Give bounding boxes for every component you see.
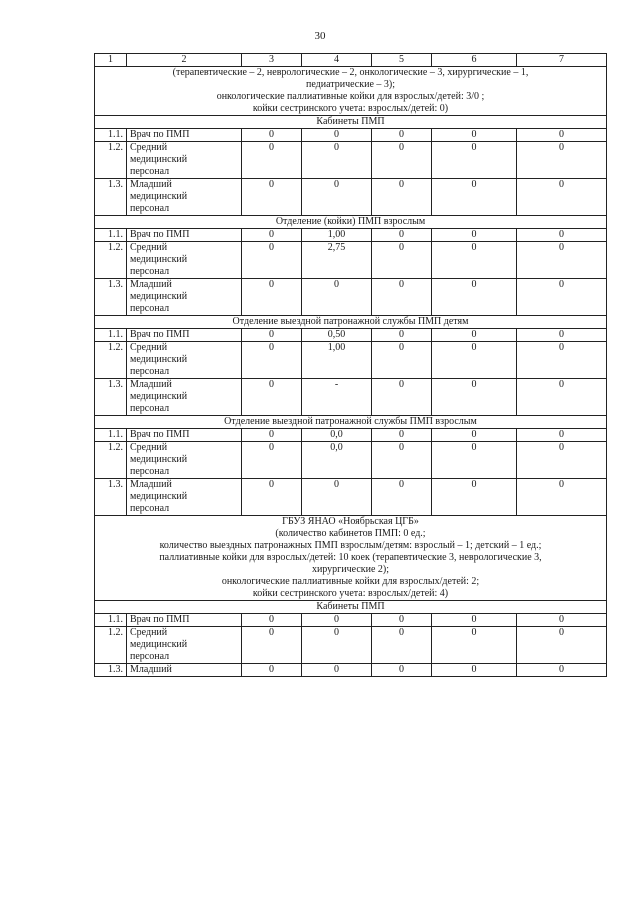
value-cell: 0	[242, 279, 302, 316]
row-number: 1.1.	[95, 614, 127, 627]
value-cell: 0	[242, 664, 302, 677]
value-cell: 0	[432, 179, 517, 216]
value-cell: 0,0	[302, 429, 372, 442]
staff-category-line: медицинский	[130, 491, 188, 502]
value-cell: 0	[432, 627, 517, 664]
intro-note-line: педиатрические – 3);	[305, 79, 396, 90]
section-title-row	[95, 316, 607, 329]
value-cell: 0	[302, 129, 372, 142]
value-cell: 0	[242, 242, 302, 279]
value-cell: 0	[242, 627, 302, 664]
value-cell: 0	[432, 142, 517, 179]
value-cell: 0	[372, 429, 432, 442]
staff-category-line: Врач по ПМП	[130, 429, 190, 440]
staff-category-line: Средний	[130, 242, 168, 253]
organization-block-cell	[95, 516, 607, 601]
value-cell: 0	[242, 442, 302, 479]
value-cell: 0	[517, 129, 607, 142]
table-row	[95, 329, 607, 342]
value-cell: 0	[302, 179, 372, 216]
table-row	[95, 242, 607, 279]
row-number: 1.2.	[95, 142, 127, 179]
value-cell: 0	[517, 614, 607, 627]
organization-block-line: количество выездных патронажных ПМП взрослым/детям: взрослый – 1; детский – 1 ед.;	[159, 540, 542, 551]
organization-block-line: паллиативные койки для взрослых/детей: 10 коек (терапевтические 3, неврологические 3,	[159, 552, 542, 563]
row-number: 1.1.	[95, 429, 127, 442]
value-cell: 0	[517, 229, 607, 242]
value-cell: 0	[242, 129, 302, 142]
table-row	[95, 179, 607, 216]
section-title: Кабинеты ПМП	[95, 116, 607, 129]
row-number: 1.3.	[95, 479, 127, 516]
value-cell: 0	[242, 142, 302, 179]
section-title: Отделение (койки) ПМП взрослым	[95, 216, 607, 229]
row-number: 1.3.	[95, 664, 127, 677]
value-cell: 0	[372, 664, 432, 677]
row-number: 1.2.	[95, 242, 127, 279]
organization-block-line: (количество кабинетов ПМП: 0 ед.;	[275, 528, 426, 539]
value-cell: 0	[517, 142, 607, 179]
table-row	[95, 664, 607, 677]
staff-category	[127, 614, 242, 627]
value-cell: 0	[432, 614, 517, 627]
value-cell: 0	[432, 664, 517, 677]
intro-note-line: (терапевтические – 2, неврологические – 2, онкологические – 3, хирургические – 1,	[172, 67, 529, 78]
row-number: 1.2.	[95, 627, 127, 664]
table-row	[95, 429, 607, 442]
value-cell: 0	[242, 229, 302, 242]
section-title-row	[95, 601, 607, 614]
staff-category-line: персонал	[130, 651, 170, 662]
value-cell: 0	[432, 229, 517, 242]
row-number: 1.1.	[95, 229, 127, 242]
staff-category	[127, 627, 242, 664]
staff-category-line: Средний	[130, 142, 168, 153]
section-title: Кабинеты ПМП	[95, 601, 607, 614]
table-row	[95, 129, 607, 142]
table-row	[95, 614, 607, 627]
value-cell: 0	[432, 242, 517, 279]
value-cell: 0	[372, 179, 432, 216]
value-cell: 0	[302, 627, 372, 664]
section-title-row	[95, 116, 607, 129]
staff-category-line: медицинский	[130, 154, 188, 165]
value-cell: 0	[302, 279, 372, 316]
value-cell: 0	[517, 379, 607, 416]
value-cell: 0	[432, 329, 517, 342]
staff-category-line: медицинский	[130, 291, 188, 302]
value-cell: 0	[372, 442, 432, 479]
intro-note-line: онкологические паллиативные койки для взрослых/детей: 3/0 ;	[216, 91, 485, 102]
staffing-table	[94, 53, 607, 677]
staff-category	[127, 279, 242, 316]
staff-category	[127, 242, 242, 279]
staff-category	[127, 442, 242, 479]
value-cell: 0	[302, 142, 372, 179]
row-number: 1.3.	[95, 379, 127, 416]
value-cell: 0	[432, 479, 517, 516]
row-number: 1.3.	[95, 279, 127, 316]
column-header: 6	[432, 54, 517, 67]
table-row	[95, 479, 607, 516]
column-header-row	[95, 54, 607, 67]
staff-category-line: Младший	[130, 179, 172, 190]
value-cell: 0	[517, 329, 607, 342]
intro-note-cell	[95, 67, 607, 116]
staff-category-line: медицинский	[130, 354, 188, 365]
value-cell: 0	[517, 442, 607, 479]
value-cell: 0	[372, 614, 432, 627]
column-header: 3	[242, 54, 302, 67]
staff-category	[127, 142, 242, 179]
row-number: 1.1.	[95, 129, 127, 142]
organization-block	[95, 516, 607, 601]
table-body	[95, 54, 607, 677]
staff-category-line: персонал	[130, 466, 170, 477]
intro-note-line: койки сестринского учета: взрослых/детей: 0)	[252, 103, 449, 114]
staff-category-line: персонал	[130, 203, 170, 214]
section-title: Отделение выездной патронажной службы ПМП взрослым	[95, 416, 607, 429]
value-cell: 0	[302, 614, 372, 627]
value-cell: 0	[242, 329, 302, 342]
column-header: 7	[517, 54, 607, 67]
organization-block-line: койки сестринского учета: взрослых/детей: 4)	[252, 588, 449, 599]
staff-category	[127, 379, 242, 416]
staff-category	[127, 479, 242, 516]
value-cell: 0	[517, 429, 607, 442]
value-cell: 0	[242, 179, 302, 216]
staff-category-line: персонал	[130, 503, 170, 514]
value-cell: -	[302, 379, 372, 416]
column-header: 4	[302, 54, 372, 67]
staff-category-line: медицинский	[130, 391, 188, 402]
staff-category-line: Врач по ПМП	[130, 614, 190, 625]
table-row	[95, 229, 607, 242]
staff-category-line: Младший	[130, 479, 172, 490]
staff-category-line: Средний	[130, 627, 168, 638]
table-row	[95, 442, 607, 479]
staff-category-line: персонал	[130, 403, 170, 414]
staff-category-line: медицинский	[130, 191, 188, 202]
staff-category	[127, 342, 242, 379]
value-cell: 0	[372, 479, 432, 516]
value-cell: 0	[372, 242, 432, 279]
organization-block-line: ГБУЗ ЯНАО «Ноябрьская ЦГБ»	[282, 516, 419, 527]
staff-category-line: Средний	[130, 442, 168, 453]
value-cell: 0	[242, 342, 302, 379]
value-cell: 0	[372, 342, 432, 379]
staff-category-line: Врач по ПМП	[130, 229, 190, 240]
table-row	[95, 279, 607, 316]
row-number: 1.2.	[95, 342, 127, 379]
value-cell: 2,75	[302, 242, 372, 279]
value-cell: 0,0	[302, 442, 372, 479]
value-cell: 0	[432, 442, 517, 479]
value-cell: 0	[242, 479, 302, 516]
value-cell: 0	[242, 379, 302, 416]
staff-category-line: персонал	[130, 266, 170, 277]
staff-category-line: персонал	[130, 166, 170, 177]
section-title: Отделение выездной патронажной службы ПМП детям	[95, 316, 607, 329]
value-cell: 0	[517, 279, 607, 316]
value-cell: 0	[517, 479, 607, 516]
staff-category-line: персонал	[130, 303, 170, 314]
value-cell: 0	[242, 429, 302, 442]
staff-category	[127, 664, 242, 677]
staff-category-line: медицинский	[130, 254, 188, 265]
column-header: 5	[372, 54, 432, 67]
row-number: 1.2.	[95, 442, 127, 479]
staff-category-line: медицинский	[130, 639, 188, 650]
column-header: 1	[95, 54, 127, 67]
value-cell: 0	[517, 342, 607, 379]
value-cell: 0,50	[302, 329, 372, 342]
column-header: 2	[127, 54, 242, 67]
value-cell: 0	[372, 279, 432, 316]
section-title-row	[95, 216, 607, 229]
table-row	[95, 627, 607, 664]
staff-category-line: Младший	[130, 379, 172, 390]
value-cell: 1,00	[302, 229, 372, 242]
staff-category-line: Средний	[130, 342, 168, 353]
value-cell: 0	[432, 279, 517, 316]
row-number: 1.3.	[95, 179, 127, 216]
staff-category-line: Младший	[130, 279, 172, 290]
staff-category-line: Младший	[130, 664, 172, 675]
value-cell: 0	[372, 329, 432, 342]
value-cell: 0	[372, 129, 432, 142]
table-row	[95, 342, 607, 379]
value-cell: 0	[372, 627, 432, 664]
value-cell: 0	[517, 242, 607, 279]
staff-category	[127, 129, 242, 142]
staff-category	[127, 229, 242, 242]
staff-category	[127, 179, 242, 216]
row-number: 1.1.	[95, 329, 127, 342]
staff-category-line: персонал	[130, 366, 170, 377]
value-cell: 0	[302, 664, 372, 677]
value-cell: 0	[372, 379, 432, 416]
value-cell: 1,00	[302, 342, 372, 379]
staff-category-line: медицинский	[130, 454, 188, 465]
table-row	[95, 142, 607, 179]
section-title-row	[95, 416, 607, 429]
staff-category	[127, 429, 242, 442]
value-cell: 0	[302, 479, 372, 516]
value-cell: 0	[517, 179, 607, 216]
value-cell: 0	[372, 229, 432, 242]
value-cell: 0	[372, 142, 432, 179]
value-cell: 0	[432, 379, 517, 416]
value-cell: 0	[242, 614, 302, 627]
value-cell: 0	[432, 342, 517, 379]
table-row	[95, 379, 607, 416]
page-number: 30	[314, 30, 326, 42]
value-cell: 0	[517, 627, 607, 664]
value-cell: 0	[432, 429, 517, 442]
staff-category-line: Врач по ПМП	[130, 129, 190, 140]
intro-note	[95, 67, 607, 116]
staff-category	[127, 329, 242, 342]
value-cell: 0	[432, 129, 517, 142]
organization-block-line: хирургические 2);	[311, 564, 390, 575]
staff-category-line: Врач по ПМП	[130, 329, 190, 340]
value-cell: 0	[517, 664, 607, 677]
organization-block-line: онкологические паллиативные койки для взрослых/детей: 2;	[221, 576, 480, 587]
